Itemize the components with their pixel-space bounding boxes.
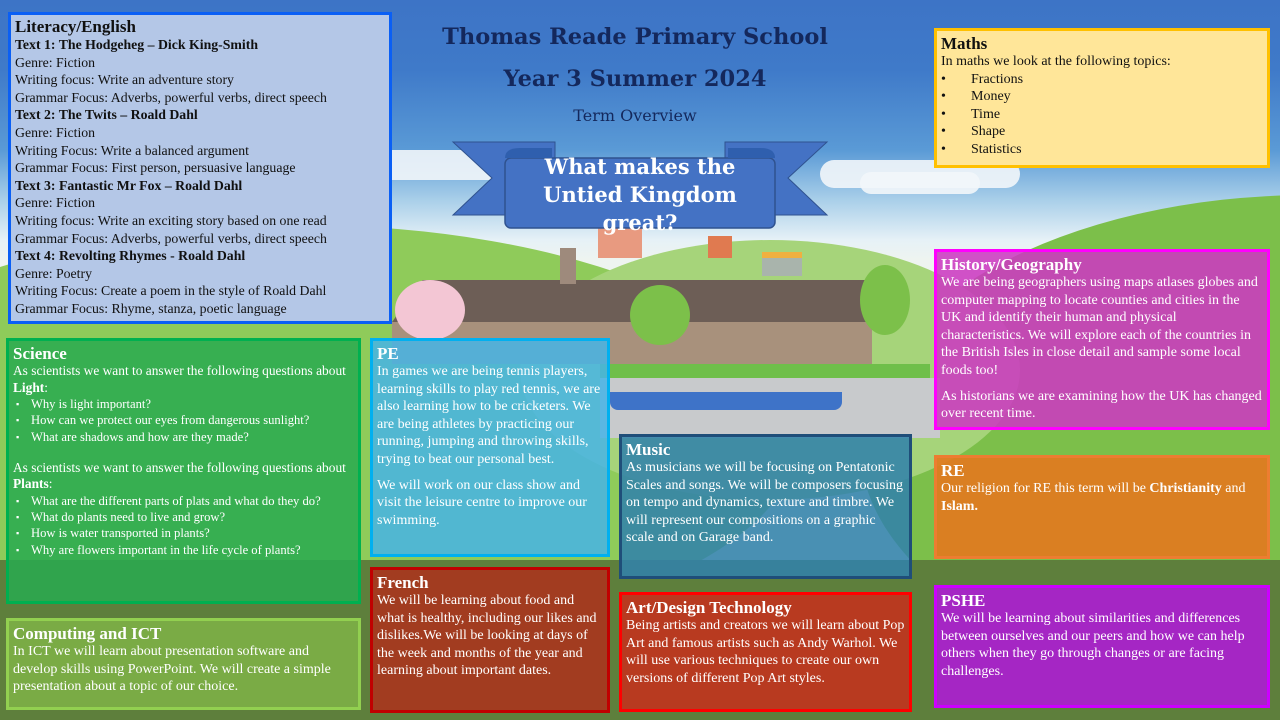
literacy-text-1	[15, 36, 385, 106]
year-term: Year 3 Summer 2024	[503, 66, 767, 92]
science-question: ▪ How can we protect our eyes from dangerous sunlight?	[13, 412, 354, 428]
maths-topic: • Shape	[941, 123, 1263, 141]
re-panel	[934, 455, 1270, 559]
science-question: ▪ Why is light important?	[13, 396, 354, 412]
text-heading: Text 4: Revolting Rhymes - Roald Dahl	[15, 248, 246, 264]
french-title: French	[377, 573, 429, 592]
science-light-questions	[13, 396, 354, 445]
science-question: ▪ How is water transported in plants?	[13, 525, 354, 541]
text-grammar-focus: Grammar Focus: Adverbs, powerful verbs, direct speech	[15, 230, 327, 246]
text-grammar-focus: Grammar Focus: First person, persuasive language	[15, 160, 296, 176]
pshe-panel	[934, 585, 1270, 708]
text-heading: Text 3: Fantastic Mr Fox – Roald Dahl	[15, 177, 243, 193]
literacy-title: Literacy/English	[15, 17, 136, 36]
text-heading: Text 1: The Hodgeheg – Dick King-Smith	[15, 37, 259, 52]
maths-intro: In maths we look at the following topics:	[941, 54, 1171, 69]
maths-topic: • Statistics	[941, 141, 1263, 159]
re-religion-1: Christianity	[1149, 481, 1222, 496]
maths-topic: • Time	[941, 106, 1263, 124]
science-panel	[6, 338, 361, 604]
school-name: Thomas Reade Primary School	[442, 24, 828, 50]
house-far-3	[762, 252, 802, 276]
house-far-2	[708, 236, 732, 258]
text-heading: Text 2: The Twits – Roald Dahl	[15, 107, 198, 123]
school-lawn	[600, 364, 930, 378]
art-text: Being artists and creators we will learn about Pop Art and famous artists such as Andy Warhol. We will use various techniques to create our own versions of different Pop Art styles.	[626, 618, 905, 686]
science-plants-questions	[13, 493, 354, 558]
music-title: Music	[626, 440, 671, 459]
computing-panel	[6, 618, 361, 710]
history-para-2: As historians we are examining how the UK has changed over recent time.	[941, 388, 1262, 422]
banner-line-1: What makes the	[544, 154, 736, 179]
text-grammar-focus: Grammar Focus: Rhyme, stanza, poetic language	[15, 300, 287, 316]
maths-topic-list	[941, 71, 1263, 159]
text-genre: Genre: Fiction	[15, 124, 96, 140]
maths-panel	[934, 28, 1270, 168]
text-genre: Genre: Fiction	[15, 195, 96, 211]
literacy-text-4	[15, 247, 385, 317]
french-panel	[370, 567, 610, 713]
music-text: As musicians we will be focusing on Pentatonic Scales and songs. We will be composers focusing on tempo and dynamics, texture and timbre. We will represent our compositions on a graphic scale and on Garage band.	[626, 460, 904, 546]
pe-para-2: We will work on our class show and visit the leisure centre to improve our swimming.	[377, 477, 587, 528]
literacy-text-3	[15, 177, 385, 247]
text-writing-focus: Writing Focus: Write a balanced argument	[15, 142, 250, 158]
art-title: Art/Design Technology	[626, 598, 792, 617]
science-intro-light: As scientists we want to answer the following questions about Light:	[13, 363, 346, 395]
text-grammar-focus: Grammar Focus: Adverbs, powerful verbs, direct speech	[15, 89, 327, 105]
tree	[860, 265, 910, 335]
science-question: ▪ What do plants need to live and grow?	[13, 509, 354, 525]
science-intro-plants: As scientists we want to answer the following questions about Plants:	[13, 459, 346, 492]
text-genre: Genre: Fiction	[15, 54, 96, 70]
text-writing-focus: Writing focus: Write an exciting story based on one read	[15, 212, 327, 228]
art-dt-panel	[619, 592, 912, 712]
history-geography-panel	[934, 249, 1270, 430]
french-text: We will be learning about food and what is healthy, including our likes and dislikes.We will be looking at days of the week and months of the year and learning about important dates.	[377, 593, 597, 679]
maths-title: Maths	[941, 34, 988, 53]
science-title: Science	[13, 344, 67, 363]
banner-line-2: Untied Kingdom great?	[543, 182, 737, 235]
pe-para-1: In games we are being tennis players, learning skills to play red tennis, we are also learning how to be cricketers. We are being athletes by practicing our running, jumping and throwing skills, trying to beat our personal best.	[377, 364, 601, 467]
literacy-panel	[8, 12, 392, 324]
text-writing-focus: Writing focus: Write an adventure story	[15, 72, 234, 88]
text-genre: Genre: Poetry	[15, 265, 93, 281]
canopy	[610, 392, 842, 410]
science-question: ▪ What are the different parts of plats and what do they do?	[13, 493, 354, 509]
history-para-1: We are being geographers using maps atlases globes and computer mapping to locate counties and cities in the UK and identify their human and physical characteristics. We will explore each of the countries in the British Isles in close detail and sample some local foods too!	[941, 275, 1258, 378]
re-text: Our religion for RE this term will be Christianity and Islam.	[941, 481, 1246, 514]
text-writing-focus: Writing Focus: Create a poem in the style of Roald Dahl	[15, 283, 327, 299]
literacy-text-2	[15, 106, 385, 176]
computing-text: In ICT we will learn about presentation software and develop skills using PowerPoint. We will create a simple presentation about a topic of our choice.	[13, 644, 331, 695]
history-title: History/Geography	[941, 255, 1082, 274]
pe-panel	[370, 338, 610, 557]
maths-topic: • Fractions	[941, 71, 1263, 89]
science-question: ▪ Why are flowers important in the life cycle of plants?	[13, 542, 354, 558]
pshe-text: We will be learning about similarities and differences between ourselves and our peers and how we can help others when they go through changes or are facing challenges.	[941, 611, 1245, 679]
music-panel	[619, 434, 912, 579]
page-subtitle: Term Overview	[573, 106, 697, 125]
title-block	[380, 22, 890, 126]
re-religion-2: Islam.	[941, 498, 978, 514]
topic-banner	[505, 154, 775, 235]
cloud	[860, 172, 980, 194]
pshe-title: PSHE	[941, 591, 986, 610]
cherry-tree	[395, 280, 465, 340]
school-chimney	[560, 248, 576, 284]
re-title: RE	[941, 461, 965, 480]
maths-topic: • Money	[941, 88, 1263, 106]
pe-title: PE	[377, 344, 399, 363]
science-question: ▪ What are shadows and how are they made?	[13, 429, 354, 445]
computing-title: Computing and ICT	[13, 624, 162, 643]
tree	[630, 285, 690, 345]
